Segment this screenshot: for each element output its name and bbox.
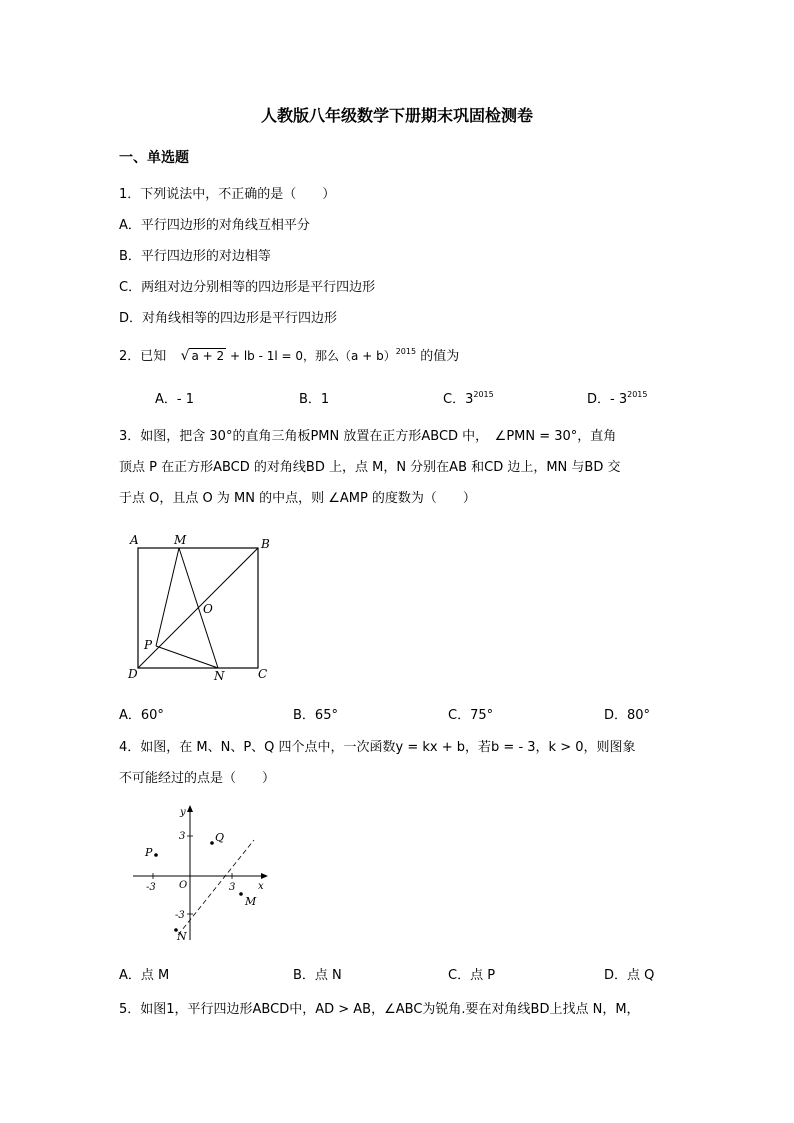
q4-line1: 4．如图，在 M、N、P、Q 四个点中，一次函数y = kx + b，若b = - 3，k > 0，则图象 [119, 740, 636, 755]
label-n: N [177, 930, 187, 943]
label-p: P [145, 846, 153, 859]
dashed-line [178, 840, 254, 935]
q5-line1: 5．如图1，平行四边形ABCD中，AD > AB，∠ABC为锐角.要在对角线BD上找点 N，M， [119, 1002, 640, 1017]
q1-option-a: A．平行四边形的对角线互相平分 [119, 218, 310, 233]
q2-option-d [587, 388, 647, 407]
q2-suffix: 的值为 [416, 349, 460, 364]
label-b: B [261, 537, 270, 551]
label-p: P [144, 638, 153, 652]
q4-option-a: A．点 M [119, 968, 170, 983]
point-p [154, 853, 158, 857]
segment-mp [156, 548, 179, 646]
q2-option-c [443, 388, 494, 407]
label-o: O [203, 602, 213, 616]
q3-line2: 顶点 P 在正方形ABCD 的对角线BD 上，点 M，N 分别在AB 和CD 边上，MN 与BD 交 [119, 460, 621, 475]
q2-mid: + lb - 1l = 0，那么（a + b） [226, 349, 396, 363]
label-n: N [214, 669, 225, 683]
label-origin: O [179, 880, 188, 891]
q2-stem [119, 345, 459, 364]
point-m [239, 892, 243, 896]
label-q: Q [215, 831, 225, 844]
q4-option-c: C．点 P [448, 968, 496, 983]
sqrt-sign-icon: √ [180, 348, 190, 364]
label-three-y: 3 [179, 831, 186, 842]
label-neg3-x: -3 [146, 882, 156, 893]
label-m: M [174, 533, 187, 547]
label-three-x: 3 [229, 882, 236, 893]
q3-option-b: B．65° [293, 708, 338, 723]
q4-line2: 不可能经过的点是（ ） [119, 771, 276, 786]
q3-line1: 3．如图，把含 30°的直角三角板PMN 放置在正方形ABCD 中， ∠PMN = 30°，直角 [119, 429, 617, 444]
label-m: M [245, 895, 257, 908]
q2-option-d-base: D．- 3 [587, 392, 628, 407]
label-x: x [258, 881, 264, 892]
label-c: C [258, 667, 268, 681]
q4-option-b: B．点 N [293, 968, 342, 983]
q2-option-d-exp: 2015 [627, 390, 648, 399]
q2-exponent: 2015 [395, 347, 417, 356]
label-d: D [128, 667, 138, 681]
q3-option-c: C．75° [448, 708, 494, 723]
x-axis-arrow-icon [261, 873, 268, 879]
q1-stem: 1．下列说法中，不正确的是（ ） [119, 187, 336, 202]
q2-option-b: B．1 [299, 392, 330, 407]
segment-pn [156, 646, 218, 668]
q3-option-d: D．80° [604, 708, 651, 723]
label-neg3-y: -3 [175, 910, 185, 921]
q1-option-c: C．两组对边分别相等的四边形是平行四边形 [119, 280, 376, 295]
label-a: A [130, 533, 139, 547]
q4-coordinate-figure [128, 800, 274, 945]
q2-option-a: A．- 1 [155, 392, 194, 407]
label-y: y [180, 807, 186, 818]
section-heading: 一、单选题 [119, 150, 189, 166]
point-q [210, 841, 214, 845]
page-title: 人教版八年级数学下册期末巩固检测卷 [260, 106, 533, 125]
q2-option-c-exp: 2015 [473, 390, 494, 399]
q3-option-a: A．60° [119, 708, 164, 723]
q3-line3: 于点 O，且点 O 为 MN 的中点，则 ∠AMP 的度数为（ ） [119, 491, 476, 506]
q1-option-d: D．对角线相等的四边形是平行四边形 [119, 311, 338, 326]
q2-option-c-base: C．3 [443, 392, 474, 407]
y-axis-arrow-icon [187, 805, 193, 812]
q4-option-d: D．点 Q [604, 968, 655, 983]
q3-square-figure [118, 528, 288, 688]
q2-radicand: a + 2 [191, 349, 225, 363]
q1-option-b: B．平行四边形的对边相等 [119, 249, 271, 264]
q2-prefix: 2．已知 [119, 349, 167, 364]
